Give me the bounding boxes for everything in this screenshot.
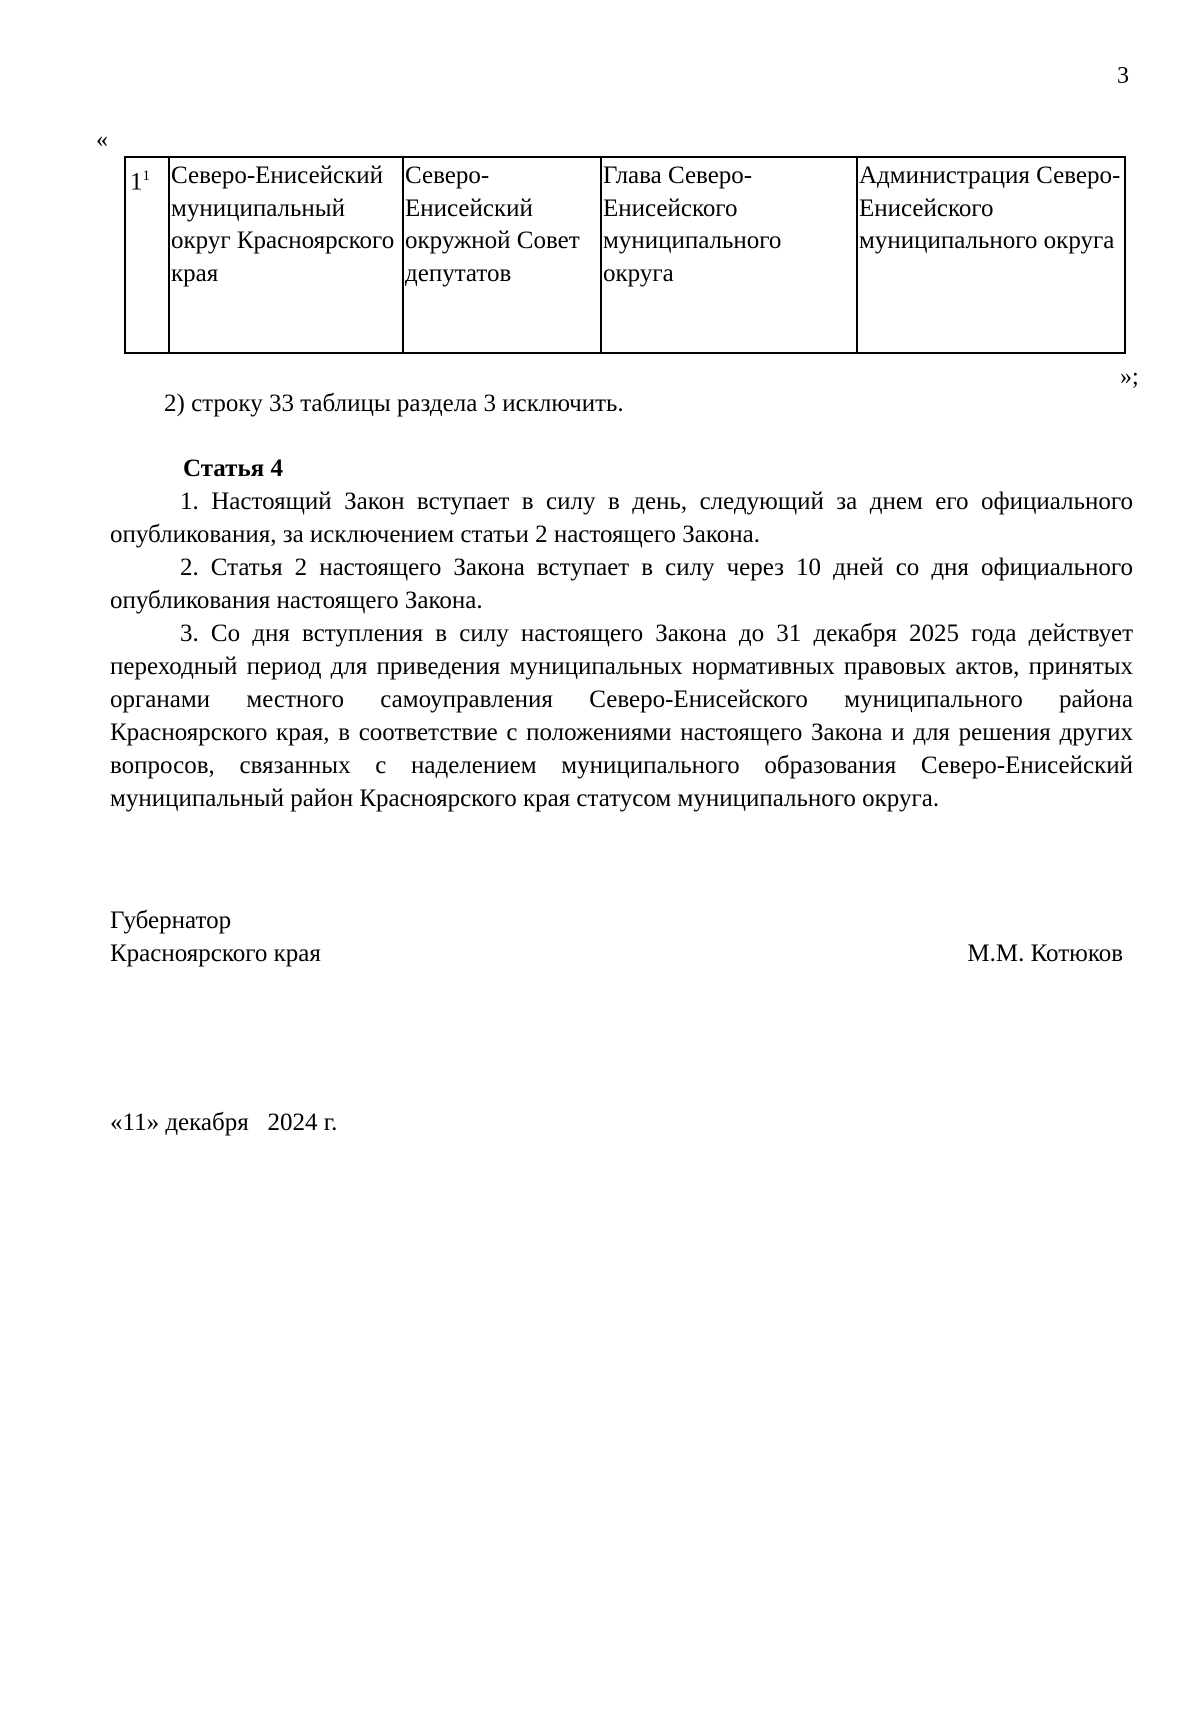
article-heading: Статья 4 — [183, 455, 283, 482]
signature-position — [110, 904, 321, 970]
signature-name: М.М. Котюков — [967, 940, 1123, 967]
table-cell: Северо-Енисейский окружной Совет депутатов — [403, 157, 601, 353]
paragraph-1: 1. Настоящий Закон вступает в силу в день, следующий за днем его официального опубликования, за исключением статьи 2 настоящего Закона. — [110, 488, 1133, 548]
row-number-superscript: 1 — [142, 168, 150, 184]
paragraph-2: 2. Статья 2 настоящего Закона вступает в силу через 10 дней со дня официального опубликования настоящего Закона. — [110, 554, 1133, 614]
item-2: 2) строку 33 таблицы раздела 3 исключить. — [164, 390, 624, 417]
table-cell: Глава Северо-Енисейского муниципального округа — [601, 157, 857, 353]
row-number-cell: $1^1$ — [125, 157, 169, 353]
page-number: 3 — [1117, 63, 1129, 89]
paragraph-3: 3. Со дня вступления в силу настоящего Закона до 31 декабря 2025 года действует переходный период для приведения муниципальных нормативных правовых актов, принятых органами местного самоуправления Северо-Енисейского муниципального района Красноярского края, в соответствие с положениями настоящего Закона и для решения других вопросов, связанных с наделением муниципального образования Северо-Енисейский муниципальный район Красноярского края статусом муниципального округа. — [110, 620, 1133, 812]
signature-position-line: Губернатор — [110, 907, 232, 934]
table-cell: Северо-Енисейский муниципальный округ Красноярского края — [169, 157, 403, 353]
close-quote: »; — [1120, 364, 1139, 390]
table-cell: Администрация Северо-Енисейского муниципального округа — [857, 157, 1125, 353]
document-date: «11» декабря 2024 г. — [110, 1109, 338, 1136]
signature-position-line: Красноярского края — [110, 940, 321, 967]
table-row — [125, 157, 1125, 353]
amendment-table — [124, 156, 1126, 354]
open-quote: « — [96, 127, 108, 153]
